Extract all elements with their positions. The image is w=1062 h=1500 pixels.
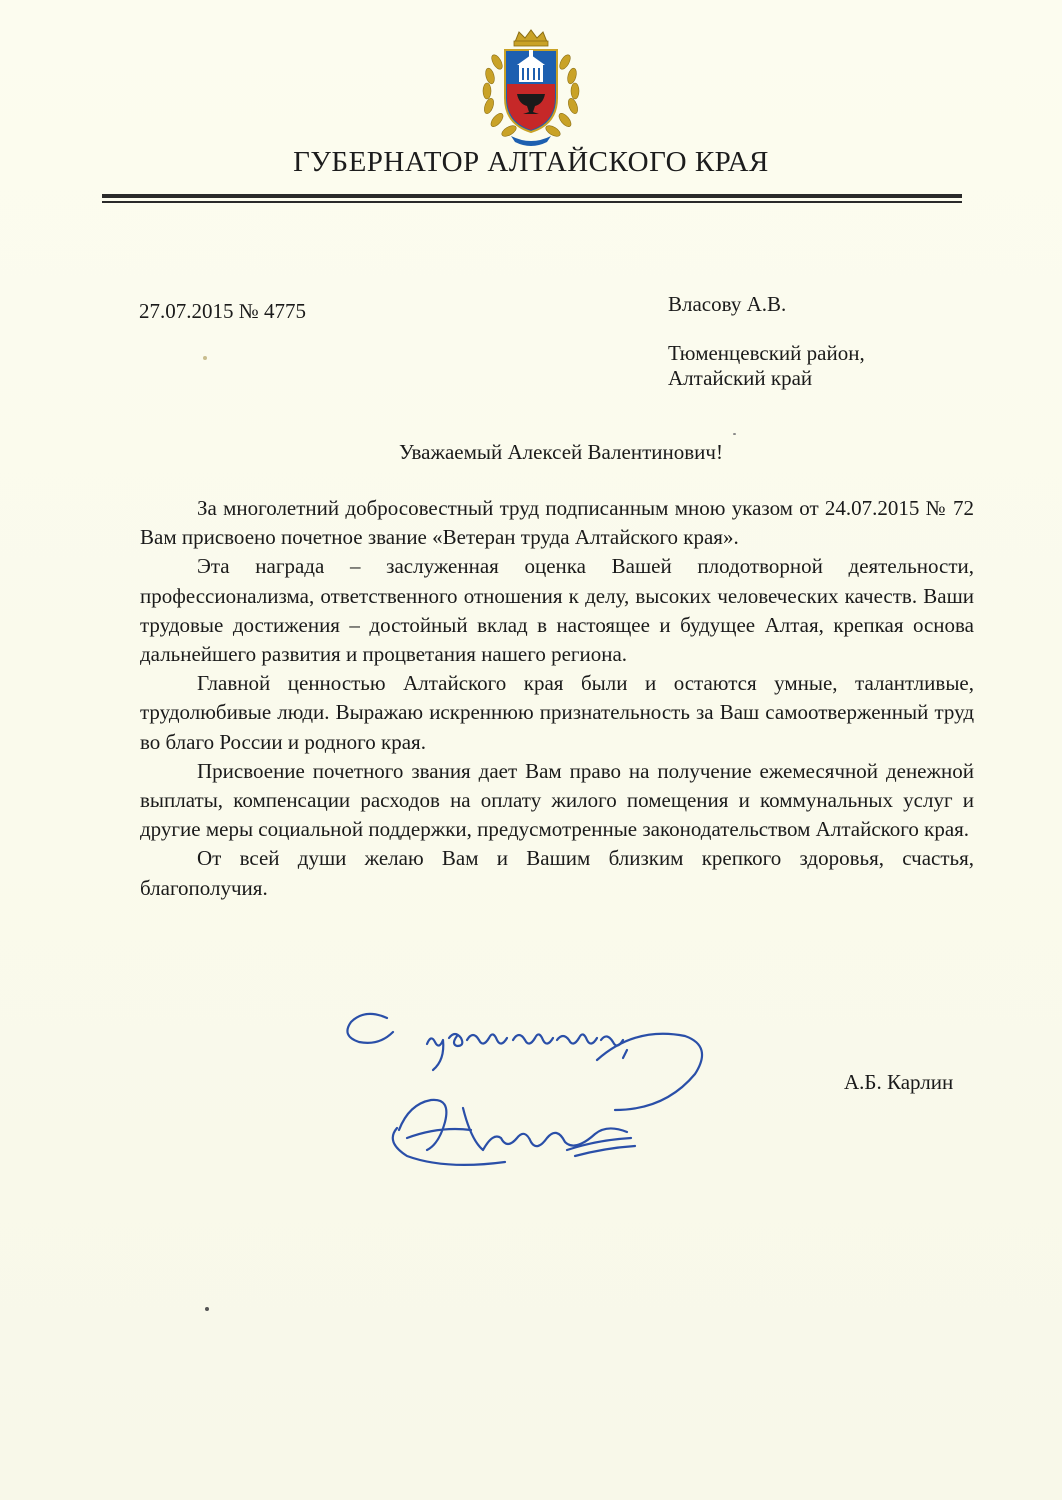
scan-speck	[205, 1307, 209, 1311]
body-paragraph: Эта награда – заслуженная оценка Вашей плодотворной деятельности, профессионализма, ответственного отношения к делу, высоких человеческих качеств. Ваши трудовые достижения – достойный вклад в настоящее и будущее Алтая, крепкая основа дальнейшего развития и процветания нашего региона.	[140, 554, 974, 667]
scan-speck	[203, 356, 207, 360]
header-divider-thin	[102, 201, 962, 203]
scan-speck	[733, 433, 736, 435]
handwritten-signature	[335, 1000, 735, 1190]
coat-of-arms-icon	[475, 28, 587, 148]
addressee-block	[668, 292, 865, 391]
addressee-address-line: Тюменцевский район,	[668, 341, 865, 365]
body-paragraph: Присвоение почетного звания дает Вам право на получение ежемесячной денежной выплаты, компенсации расходов на оплату жилого помещения и коммунальных услуг и другие меры социальной поддержки, предусмотренные законодательством Алтайского края.	[140, 758, 974, 842]
signer-name: А.Б. Карлин	[844, 1070, 954, 1094]
letter-body	[140, 494, 974, 903]
header-divider-thick	[102, 194, 962, 198]
letterhead-title: ГУБЕРНАТОР АЛТАЙСКОГО КРАЯ	[293, 146, 769, 178]
body-paragraph: За многолетний добросовестный труд подписанным мною указом от 24.07.2015 № 72 Вам присвоено почетное звание «Ветеран труда Алтайского края».	[140, 496, 974, 550]
addressee-name: Власову А.В.	[668, 292, 787, 316]
salutation: Уважаемый Алексей Валентинович!	[399, 440, 723, 464]
addressee-address-line: Алтайский край	[668, 366, 813, 390]
body-paragraph: От всей души желаю Вам и Вашим близким крепкого здоровья, счастья, благополучия.	[140, 846, 974, 900]
body-paragraph: Главной ценностью Алтайского края были и остаются умные, талантливые, трудолюбивые люди. Выражаю искреннюю признательность за Ваш самоотверженный труд во благо России и родного края.	[140, 671, 974, 754]
document-reference: 27.07.2015 № 4775	[139, 299, 307, 323]
